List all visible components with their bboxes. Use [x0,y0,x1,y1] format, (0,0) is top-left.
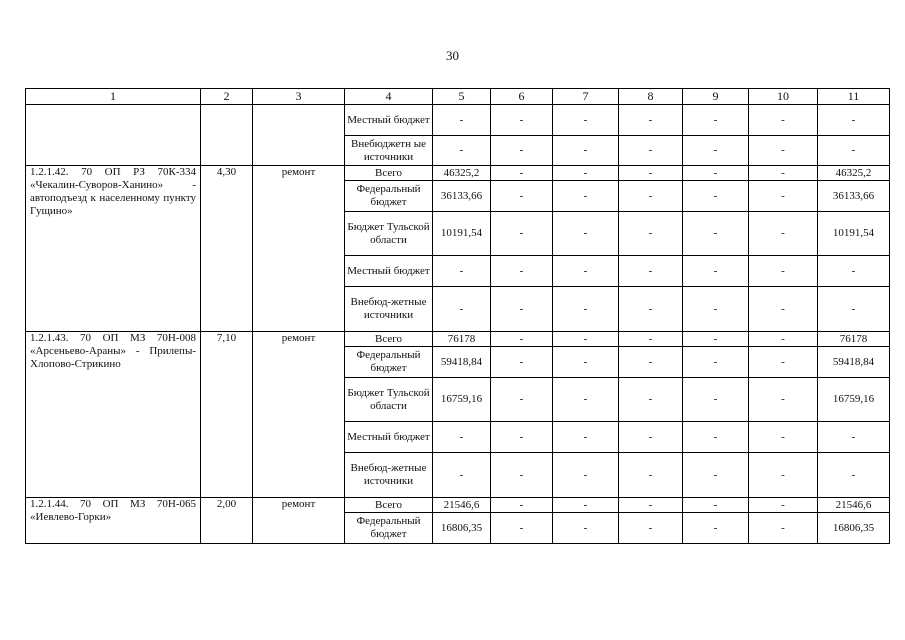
object-cell: 1.2.1.43. 70 ОП МЗ 70Н-008 «Арсеньево-Араны» - Прилепы-Хлопово-Стрикино [26,332,201,498]
header-cell: 5 [433,89,491,105]
value-cell: - [553,513,619,544]
value-cell: - [749,287,818,332]
value-cell: 36133,66 [818,181,890,212]
value-cell: - [619,347,683,378]
header-cell: 10 [749,89,818,105]
value-cell: - [749,332,818,347]
value-cell: - [818,422,890,453]
value-cell: - [619,212,683,256]
value-cell: - [683,332,749,347]
source-cell: Всего [345,332,433,347]
value-cell: - [683,347,749,378]
value-cell: - [491,332,553,347]
value-cell: - [553,422,619,453]
source-cell: Всего [345,166,433,181]
value-cell: - [433,287,491,332]
value-cell: 36133,66 [433,181,491,212]
length-cell: 7,10 [201,332,253,498]
source-cell: Местный бюджет [345,256,433,287]
value-cell: - [683,181,749,212]
value-cell: - [749,347,818,378]
value-cell: - [619,498,683,513]
value-cell: - [491,287,553,332]
value-cell: - [818,453,890,498]
value-cell: - [683,105,749,136]
source-cell: Местный бюджет [345,422,433,453]
value-cell: 21546,6 [433,498,491,513]
source-cell: Федеральный бюджет [345,181,433,212]
value-cell: 16806,35 [818,513,890,544]
value-cell: - [433,136,491,166]
value-cell: - [491,422,553,453]
value-cell: - [749,498,818,513]
value-cell: - [553,287,619,332]
value-cell: - [683,513,749,544]
value-cell: - [553,498,619,513]
length-cell: 2,00 [201,498,253,544]
value-cell: - [553,256,619,287]
object-cell: 1.2.1.42. 70 ОП РЗ 70К-334 «Чекалин-Суворов-Ханино» - автоподъезд к населенному пункту Гущино» [26,166,201,332]
value-cell: - [553,332,619,347]
source-cell: Федеральный бюджет [345,513,433,544]
value-cell: - [749,378,818,422]
work-cell [253,105,345,166]
source-cell: Федеральный бюджет [345,347,433,378]
source-cell: Внебюд-жетные источники [345,453,433,498]
page-number: 30 [446,48,459,63]
value-cell: - [749,513,818,544]
value-cell: - [683,287,749,332]
value-cell: - [553,136,619,166]
value-cell: - [619,136,683,166]
value-cell: - [553,378,619,422]
value-cell: - [749,181,818,212]
value-cell: - [619,166,683,181]
value-cell: - [619,453,683,498]
budget-table [25,88,890,544]
table-row [26,332,890,347]
value-cell: - [553,166,619,181]
header-cell: 9 [683,89,749,105]
value-cell: - [433,422,491,453]
source-cell: Бюджет Тульской области [345,378,433,422]
value-cell: - [818,136,890,166]
value-cell: - [553,347,619,378]
value-cell: - [749,453,818,498]
table-row [26,105,890,136]
value-cell: - [491,181,553,212]
value-cell: - [491,166,553,181]
source-cell: Бюджет Тульской области [345,212,433,256]
header-row [26,89,890,105]
value-cell: - [683,166,749,181]
header-cell: 6 [491,89,553,105]
value-cell: - [749,136,818,166]
length-cell [201,105,253,166]
table-row [26,498,890,513]
value-cell: - [818,287,890,332]
header-cell: 1 [26,89,201,105]
value-cell: 16759,16 [433,378,491,422]
value-cell: - [619,105,683,136]
value-cell: - [553,453,619,498]
value-cell: - [491,347,553,378]
source-cell: Всего [345,498,433,513]
object-cell: 1.2.1.44. 70 ОП МЗ 70Н-065 «Иевлево-Горки» [26,498,201,544]
value-cell: - [619,181,683,212]
value-cell: - [553,105,619,136]
value-cell: - [619,513,683,544]
value-cell: - [619,332,683,347]
value-cell: - [619,287,683,332]
value-cell: - [749,166,818,181]
value-cell: - [491,212,553,256]
value-cell: 46325,2 [433,166,491,181]
table-row [26,166,890,181]
value-cell: - [818,105,890,136]
value-cell: - [619,422,683,453]
value-cell: - [683,256,749,287]
work-cell: ремонт [253,498,345,544]
header-cell: 2 [201,89,253,105]
value-cell: - [433,453,491,498]
value-cell: - [491,136,553,166]
value-cell: 76178 [818,332,890,347]
header-cell: 11 [818,89,890,105]
value-cell: - [553,181,619,212]
value-cell: - [619,256,683,287]
value-cell: - [749,422,818,453]
value-cell: 10191,54 [818,212,890,256]
value-cell: - [683,498,749,513]
source-cell: Внебюджетн ые источники [345,136,433,166]
value-cell: - [749,212,818,256]
header-cell: 7 [553,89,619,105]
value-cell: - [749,105,818,136]
table-body [26,89,890,544]
value-cell: 16759,16 [818,378,890,422]
header-cell: 3 [253,89,345,105]
value-cell: - [553,212,619,256]
value-cell: - [749,256,818,287]
value-cell: 46325,2 [818,166,890,181]
object-cell [26,105,201,166]
value-cell: - [491,105,553,136]
source-cell: Местный бюджет [345,105,433,136]
value-cell: - [491,378,553,422]
work-cell: ремонт [253,332,345,498]
work-cell: ремонт [253,166,345,332]
value-cell: 59418,84 [818,347,890,378]
value-cell: - [619,378,683,422]
value-cell: - [433,256,491,287]
value-cell: - [491,453,553,498]
value-cell: - [491,513,553,544]
value-cell: - [683,422,749,453]
value-cell: 76178 [433,332,491,347]
value-cell: - [683,378,749,422]
value-cell: 16806,35 [433,513,491,544]
value-cell: - [818,256,890,287]
value-cell: 21546,6 [818,498,890,513]
header-cell: 4 [345,89,433,105]
value-cell: - [683,453,749,498]
length-cell: 4,30 [201,166,253,332]
header-cell: 8 [619,89,683,105]
source-cell: Внебюд-жетные источники [345,287,433,332]
value-cell: - [491,498,553,513]
value-cell: 59418,84 [433,347,491,378]
value-cell: - [433,105,491,136]
value-cell: 10191,54 [433,212,491,256]
value-cell: - [683,212,749,256]
value-cell: - [491,256,553,287]
value-cell: - [683,136,749,166]
